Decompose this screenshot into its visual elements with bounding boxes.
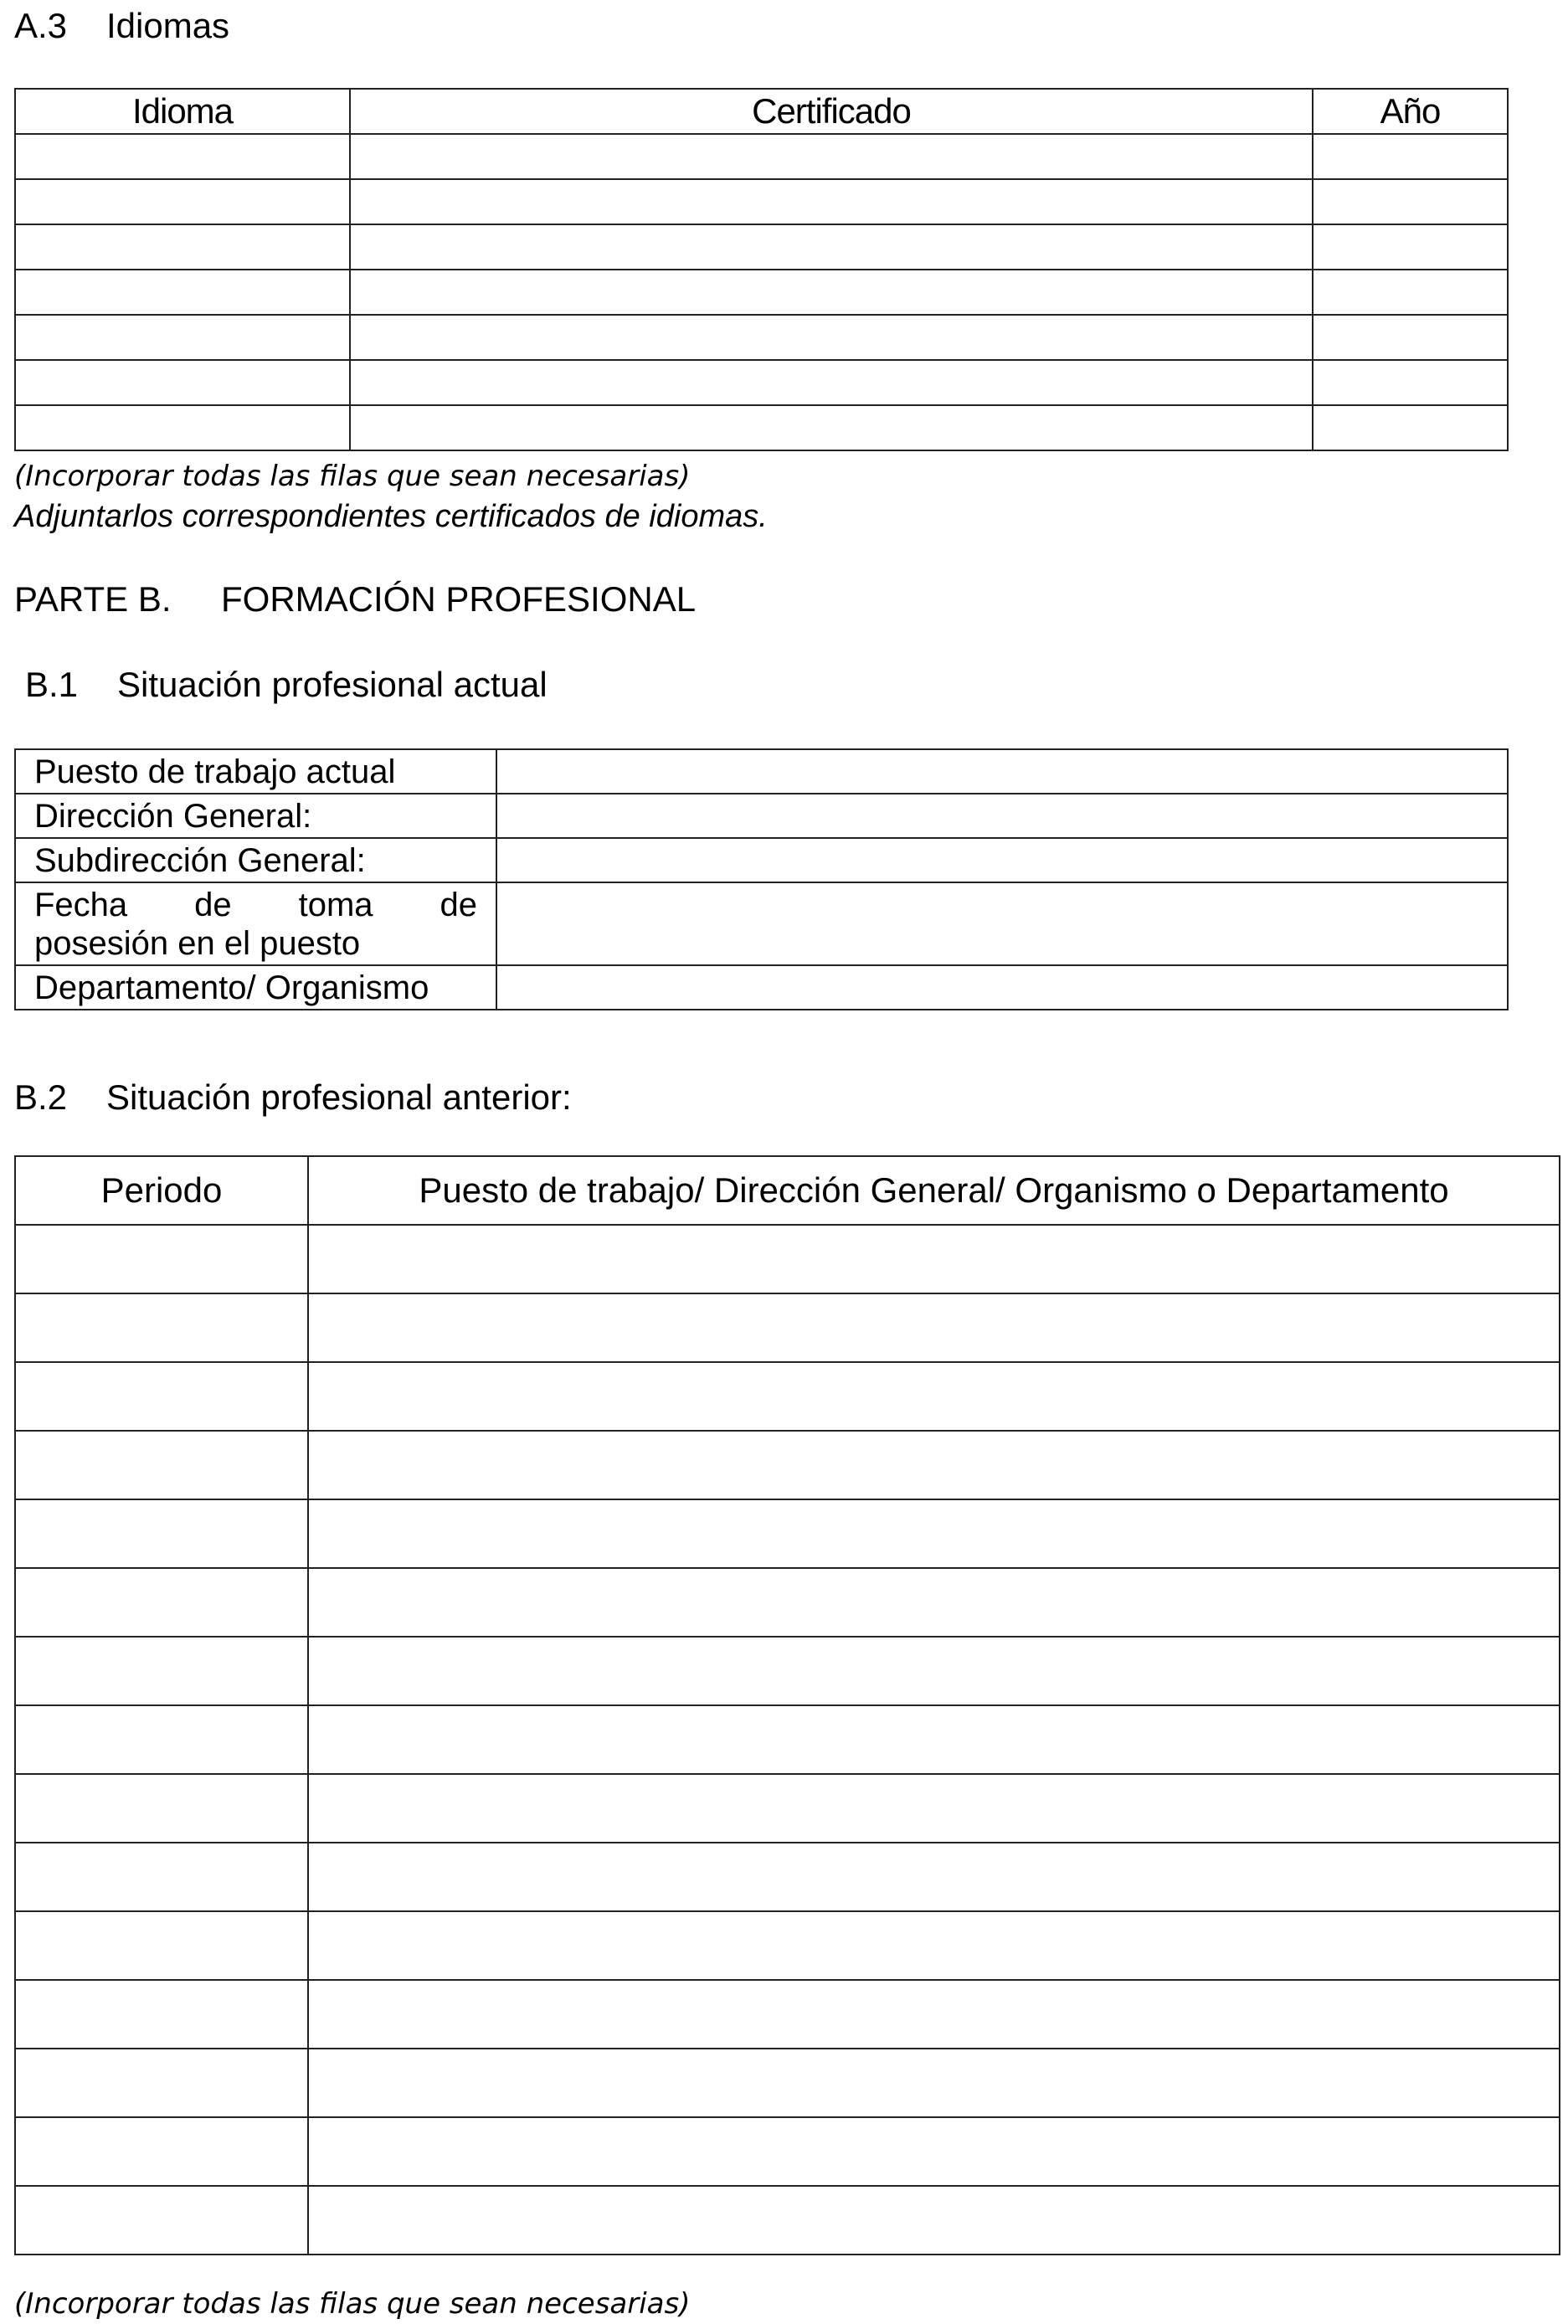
idiomas-table — [14, 88, 1509, 451]
anterior-header-periodo: Periodo — [15, 1156, 308, 1225]
idiomas-header-idioma: Idioma — [15, 89, 350, 134]
table-row — [15, 794, 1508, 838]
subdireccion-value-cell[interactable] — [496, 838, 1508, 882]
section-a3-number: A.3 — [14, 6, 68, 45]
periodo-cell[interactable] — [15, 2117, 308, 2186]
table-row — [15, 2186, 1560, 2255]
periodo-cell[interactable] — [15, 1637, 308, 1705]
periodo-cell[interactable] — [15, 1705, 308, 1774]
idiomas-header-ano: Año — [1313, 89, 1508, 134]
table-row — [15, 405, 1508, 450]
situacion-anterior-table — [14, 1155, 1560, 2255]
idioma-cell[interactable] — [15, 405, 350, 450]
puesto-cell[interactable] — [308, 1225, 1560, 1293]
periodo-cell[interactable] — [15, 1362, 308, 1431]
section-b1-title: Situación profesional actual — [117, 665, 548, 704]
table-row — [15, 2049, 1560, 2117]
periodo-cell[interactable] — [15, 1774, 308, 1843]
fecha-word: Fecha — [34, 886, 128, 923]
part-b-title: FORMACIÓN PROFESIONAL — [221, 579, 697, 619]
puesto-cell[interactable] — [308, 1774, 1560, 1843]
certificado-cell[interactable] — [350, 270, 1313, 315]
section-b1-number: B.1 — [25, 665, 79, 704]
idioma-cell[interactable] — [15, 270, 350, 315]
table-row — [15, 179, 1508, 224]
table-row — [15, 1843, 1560, 1911]
periodo-cell[interactable] — [15, 1911, 308, 1980]
puesto-cell[interactable] — [308, 2049, 1560, 2117]
certificado-cell[interactable] — [350, 179, 1313, 224]
subdireccion-label: Subdirección General: — [15, 838, 496, 882]
puesto-label: Puesto de trabajo actual — [15, 749, 496, 794]
puesto-cell[interactable] — [308, 1843, 1560, 1911]
periodo-cell[interactable] — [15, 1980, 308, 2049]
section-a3-heading — [14, 8, 229, 44]
table-row — [15, 1568, 1560, 1637]
fecha-word: toma — [298, 886, 373, 923]
periodo-cell[interactable] — [15, 1499, 308, 1568]
fecha-value-cell[interactable] — [496, 882, 1508, 965]
table-row — [15, 1225, 1560, 1293]
table-row — [15, 838, 1508, 882]
section-b1-heading — [25, 667, 548, 702]
ano-cell[interactable] — [1313, 270, 1508, 315]
periodo-cell[interactable] — [15, 1843, 308, 1911]
departamento-label: Departamento/ Organismo — [15, 965, 496, 1010]
section-b2-heading — [14, 1077, 572, 1117]
puesto-cell[interactable] — [308, 1499, 1560, 1568]
puesto-cell[interactable] — [308, 1705, 1560, 1774]
fecha-label-line1 — [34, 886, 477, 924]
certificado-cell[interactable] — [350, 224, 1313, 270]
idiomas-note: (Incorporar todas las filas que sean necesarias) — [14, 460, 691, 493]
situacion-actual-table — [14, 748, 1509, 1010]
idioma-cell[interactable] — [15, 360, 350, 405]
section-a3-title: Idiomas — [106, 6, 230, 45]
puesto-cell[interactable] — [308, 2117, 1560, 2186]
periodo-cell[interactable] — [15, 1568, 308, 1637]
table-row — [15, 1293, 1560, 1362]
table-row — [15, 270, 1508, 315]
ano-cell[interactable] — [1313, 134, 1508, 179]
section-b2-number: B.2 — [14, 1077, 68, 1117]
direccion-value-cell[interactable] — [496, 794, 1508, 838]
periodo-cell[interactable] — [15, 1293, 308, 1362]
direccion-label: Dirección General: — [15, 794, 496, 838]
table-row — [15, 1980, 1560, 2049]
fecha-label — [15, 882, 496, 965]
table-row — [15, 1362, 1560, 1431]
puesto-value-cell[interactable] — [496, 749, 1508, 794]
periodo-cell[interactable] — [15, 1431, 308, 1499]
idioma-cell[interactable] — [15, 315, 350, 360]
anterior-header-row — [15, 1156, 1560, 1225]
table-row — [15, 965, 1508, 1010]
idioma-cell[interactable] — [15, 134, 350, 179]
table-row — [15, 134, 1508, 179]
table-row — [15, 315, 1508, 360]
puesto-cell[interactable] — [308, 2186, 1560, 2255]
certificado-cell[interactable] — [350, 405, 1313, 450]
anterior-note: (Incorporar todas las filas que sean necesarias) — [14, 2287, 691, 2321]
table-row — [15, 1431, 1560, 1499]
table-row — [15, 749, 1508, 794]
periodo-cell[interactable] — [15, 1225, 308, 1293]
table-row — [15, 2117, 1560, 2186]
idiomas-instruction: Adjuntarlos correspondientes certificados de idiomas. — [14, 499, 768, 534]
table-row — [15, 1637, 1560, 1705]
certificado-cell[interactable] — [350, 360, 1313, 405]
idiomas-header-row — [15, 89, 1508, 134]
table-row — [15, 882, 1508, 965]
fecha-label-line2: posesión en el puesto — [34, 924, 361, 962]
puesto-cell[interactable] — [308, 1362, 1560, 1431]
puesto-cell[interactable] — [308, 1637, 1560, 1705]
idiomas-header-certificado: Certificado — [350, 89, 1313, 134]
table-row — [15, 1499, 1560, 1568]
departamento-value-cell[interactable] — [496, 965, 1508, 1010]
table-row — [15, 360, 1508, 405]
part-b-heading — [14, 579, 697, 619]
ano-cell[interactable] — [1313, 315, 1508, 360]
puesto-cell[interactable] — [308, 1293, 1560, 1362]
puesto-cell[interactable] — [308, 1568, 1560, 1637]
certificado-cell[interactable] — [350, 134, 1313, 179]
puesto-cell[interactable] — [308, 1980, 1560, 2049]
puesto-cell[interactable] — [308, 1431, 1560, 1499]
part-b-label: PARTE B. — [14, 579, 172, 619]
table-row — [15, 224, 1508, 270]
table-row — [15, 1911, 1560, 1980]
puesto-cell[interactable] — [308, 1911, 1560, 1980]
ano-cell[interactable] — [1313, 224, 1508, 270]
fecha-word: de — [194, 886, 232, 923]
idioma-cell[interactable] — [15, 179, 350, 224]
ano-cell[interactable] — [1313, 179, 1508, 224]
ano-cell[interactable] — [1313, 405, 1508, 450]
periodo-cell[interactable] — [15, 2186, 308, 2255]
table-row — [15, 1705, 1560, 1774]
anterior-header-puesto: Puesto de trabajo/ Dirección General/ Organismo o Departamento — [308, 1156, 1560, 1225]
section-b2-title: Situación profesional anterior: — [106, 1077, 572, 1117]
certificado-cell[interactable] — [350, 315, 1313, 360]
ano-cell[interactable] — [1313, 360, 1508, 405]
fecha-word: de — [440, 886, 477, 923]
periodo-cell[interactable] — [15, 2049, 308, 2117]
idioma-cell[interactable] — [15, 224, 350, 270]
table-row — [15, 1774, 1560, 1843]
